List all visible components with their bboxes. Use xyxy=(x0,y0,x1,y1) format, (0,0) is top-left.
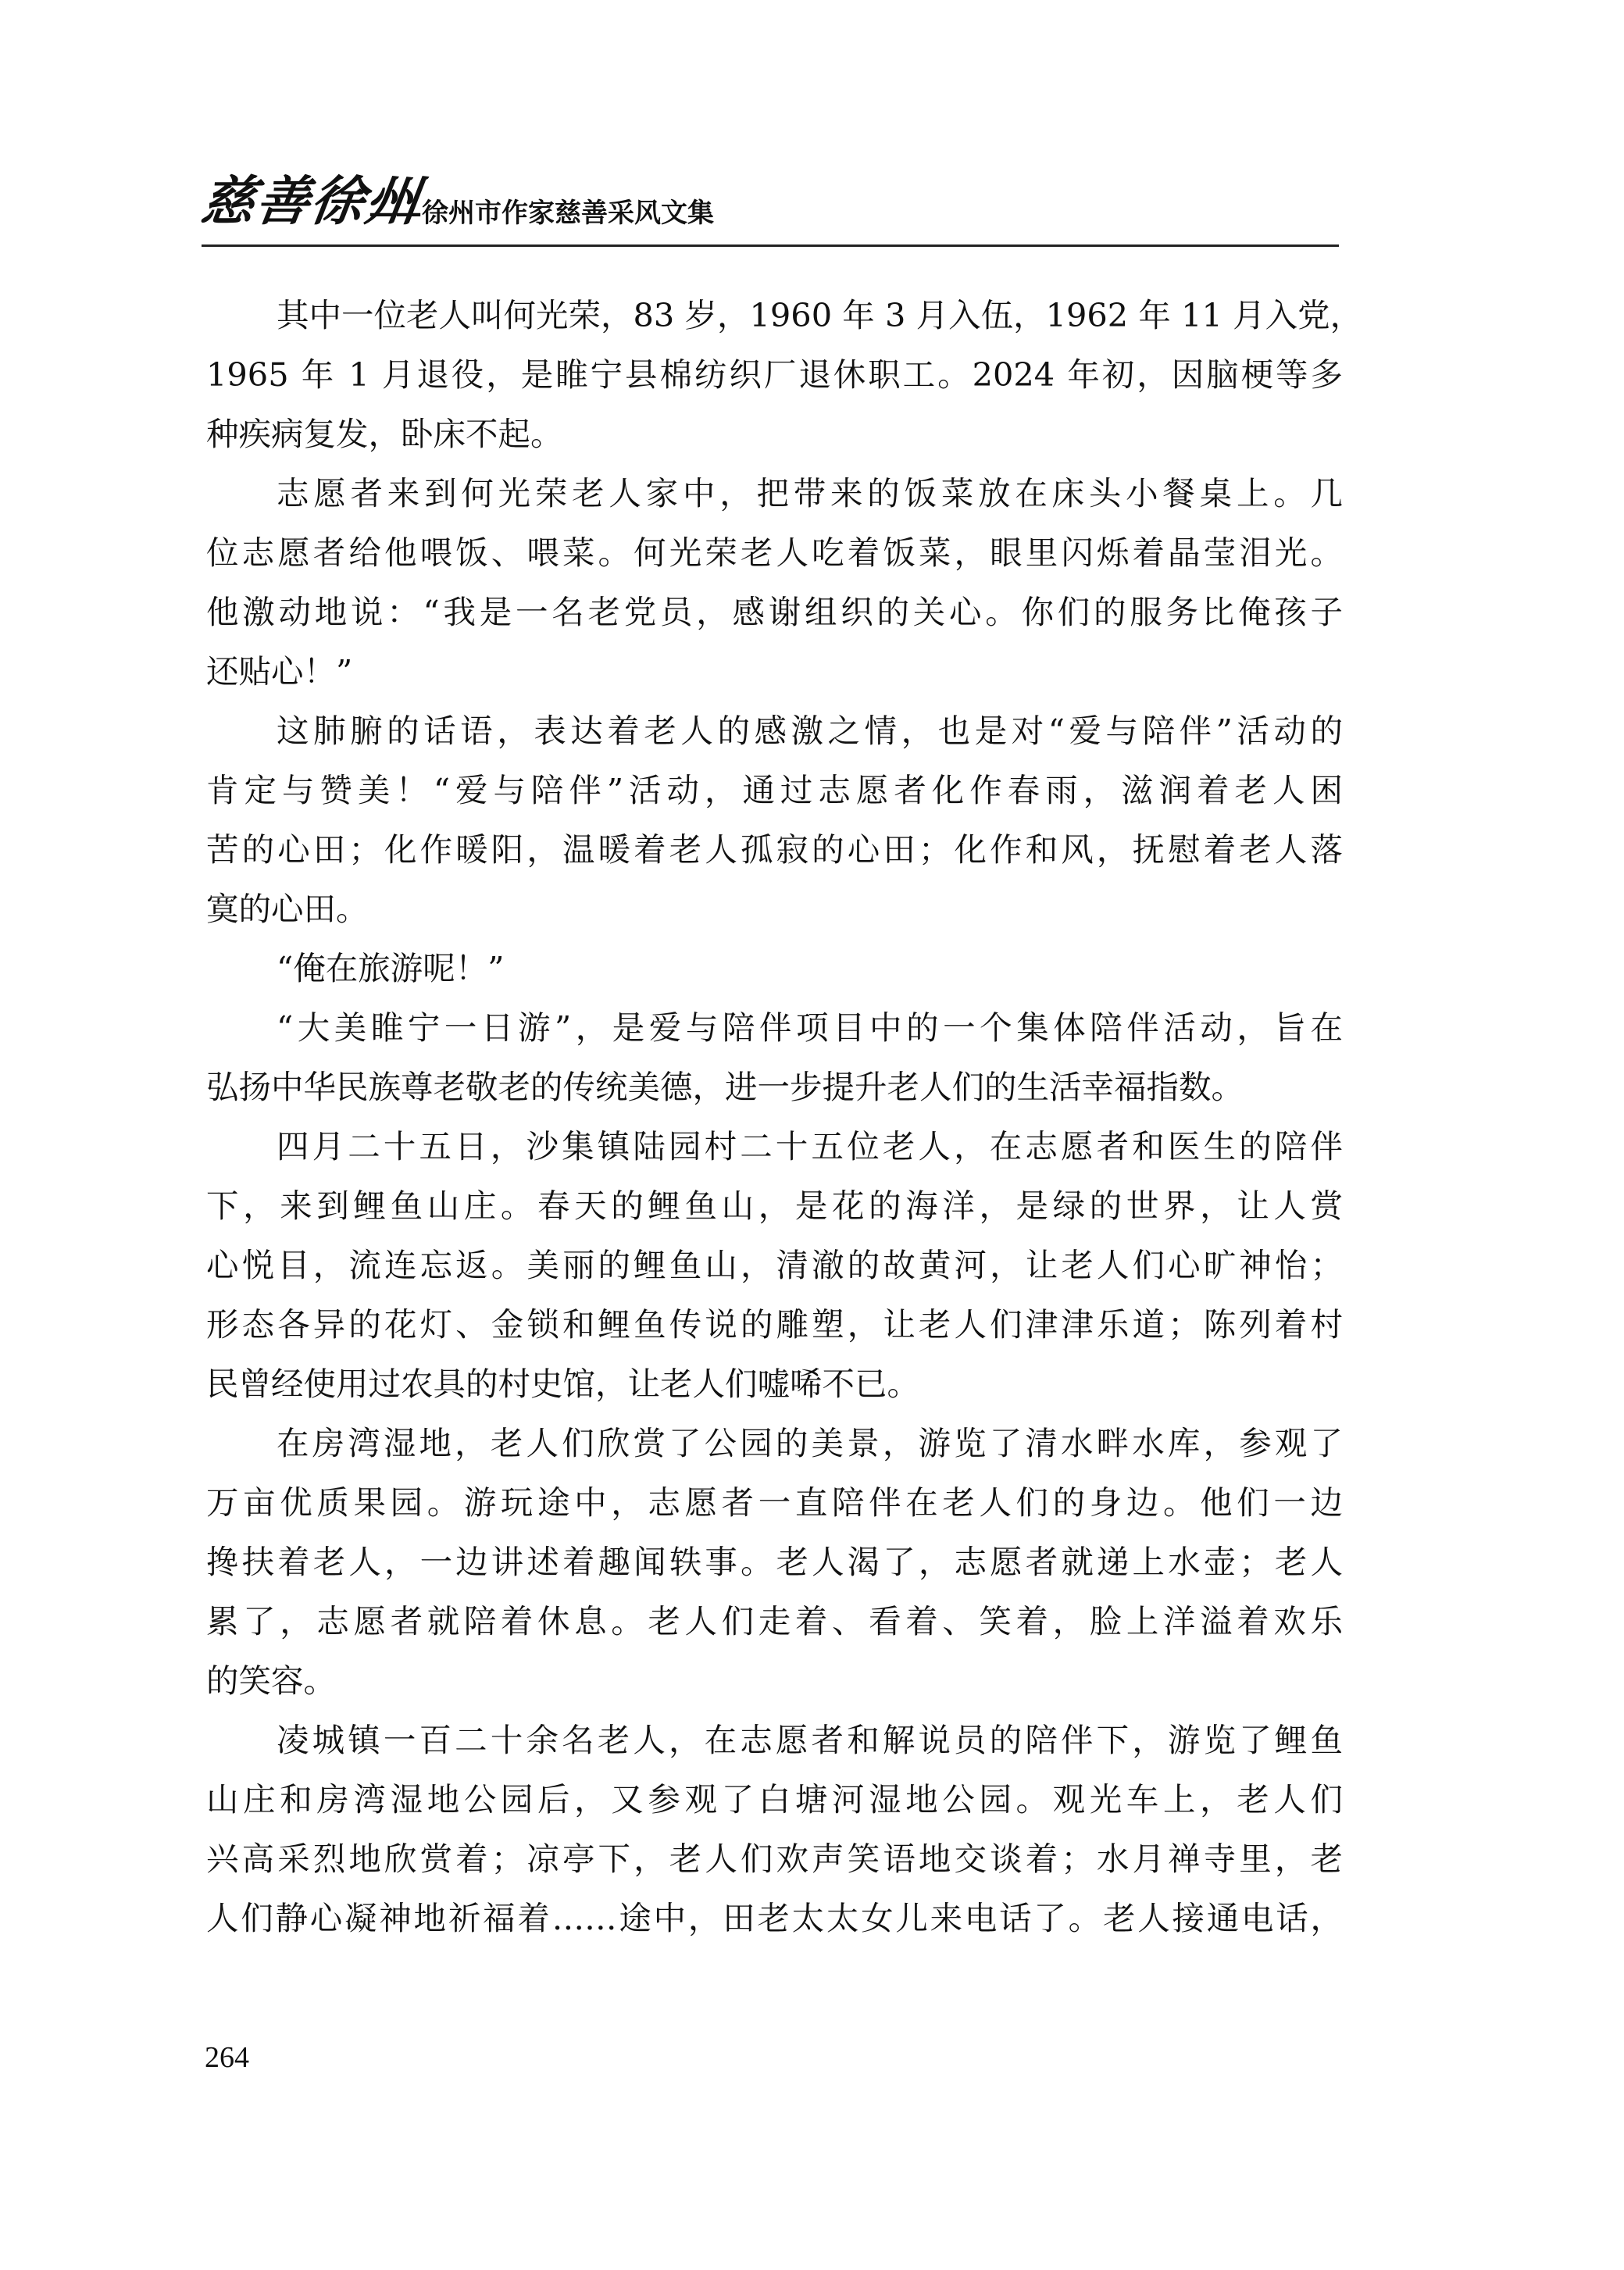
text-line: 他激动地说：“我是一名老党员，感谢组织的关心。你们的服务比俺孩子 xyxy=(206,593,1343,631)
text-line: 1965 年 1 月退役，是睢宁县棉纺织厂退休职工。2024 年初，因脑梗等多 xyxy=(206,355,1343,394)
text-line: 寞的心田。 xyxy=(206,890,369,928)
text-line: 位志愿者给他喂饭、喂菜。何光荣老人吃着饭菜，眼里闪烁着晶莹泪光。 xyxy=(206,534,1343,572)
text-line: 苦的心田；化作暖阳，温暖着老人孤寂的心田；化作和风，抚慰着老人落 xyxy=(206,830,1343,869)
text-line: “大美睢宁一日游”，是爱与陪伴项目中的一个集体陪伴活动，旨在 xyxy=(277,1008,1343,1047)
text-line: 弘扬中华民族尊老敬老的传统美德，进一步提升老人们的生活幸福指数。 xyxy=(206,1068,1244,1106)
text-line: “俺在旅游呢！” xyxy=(277,949,505,987)
running-header xyxy=(197,161,1339,247)
text-line: 种疾病复发，卧床不起。 xyxy=(206,415,563,453)
text-line: 民曾经使用过农具的村史馆，让老人们嘘唏不已。 xyxy=(206,1365,920,1403)
text-line: 凌城镇一百二十余名老人，在志愿者和解说员的陪伴下，游览了鲤鱼 xyxy=(277,1721,1343,1759)
text-line: 在房湾湿地，老人们欣赏了公园的美景，游览了清水畔水库，参观了 xyxy=(277,1424,1343,1462)
text-line: 下，来到鲤鱼山庄。春天的鲤鱼山，是花的海洋，是绿的世界，让人赏 xyxy=(206,1187,1343,1225)
text-line: 肯定与赞美！“爱与陪伴”活动，通过志愿者化作春雨，滋润着老人困 xyxy=(206,771,1343,809)
text-line: 这肺腑的话语，表达着老人的感激之情，也是对“爱与陪伴”活动的 xyxy=(277,712,1343,750)
text-line: 山庄和房湾湿地公园后，又参观了白塘河湿地公园。观光车上，老人们 xyxy=(206,1780,1343,1818)
book-subtitle: ——徐州市作家慈善采风文集 xyxy=(369,198,714,229)
text-line: 人们静心凝神地祈福着……途中，田老太太女儿来电话了。老人接通电话， xyxy=(206,1899,1343,1937)
text-line: 万亩优质果园。游玩途中，志愿者一直陪伴在老人们的身边。他们一边 xyxy=(206,1483,1343,1522)
page-number: 264 xyxy=(205,2041,249,2074)
text-line: 四月二十五日，沙集镇陆园村二十五位老人，在志愿者和医生的陪伴 xyxy=(277,1127,1343,1165)
text-line: 累了，志愿者就陪着休息。老人们走着、看着、笑着，脸上洋溢着欢乐 xyxy=(206,1602,1343,1640)
article-body xyxy=(206,286,1363,1948)
text-line: 其中一位老人叫何光荣，83 岁，1960 年 3 月入伍，1962 年 11 月入党， xyxy=(277,296,1363,334)
text-line: 志愿者来到何光荣老人家中，把带来的饭菜放在床头小餐桌上。几 xyxy=(277,474,1343,512)
book-title-calligraphy: 慈善徐州 xyxy=(197,170,425,233)
text-line: 兴高采烈地欣赏着；凉亭下，老人们欢声笑语地交谈着；水月禅寺里，老 xyxy=(206,1840,1343,1878)
text-line: 的笑容。 xyxy=(206,1661,337,1700)
text-line: 心悦目，流连忘返。美丽的鲤鱼山，清澈的故黄河，让老人们心旷神怡； xyxy=(206,1246,1343,1284)
text-line: 搀扶着老人，一边讲述着趣闻轶事。老人渴了，志愿者就递上水壶；老人 xyxy=(206,1543,1343,1581)
text-line: 还贴心！” xyxy=(206,652,353,691)
text-line: 形态各异的花灯、金锁和鲤鱼传说的雕塑，让老人们津津乐道；陈列着村 xyxy=(206,1305,1343,1344)
